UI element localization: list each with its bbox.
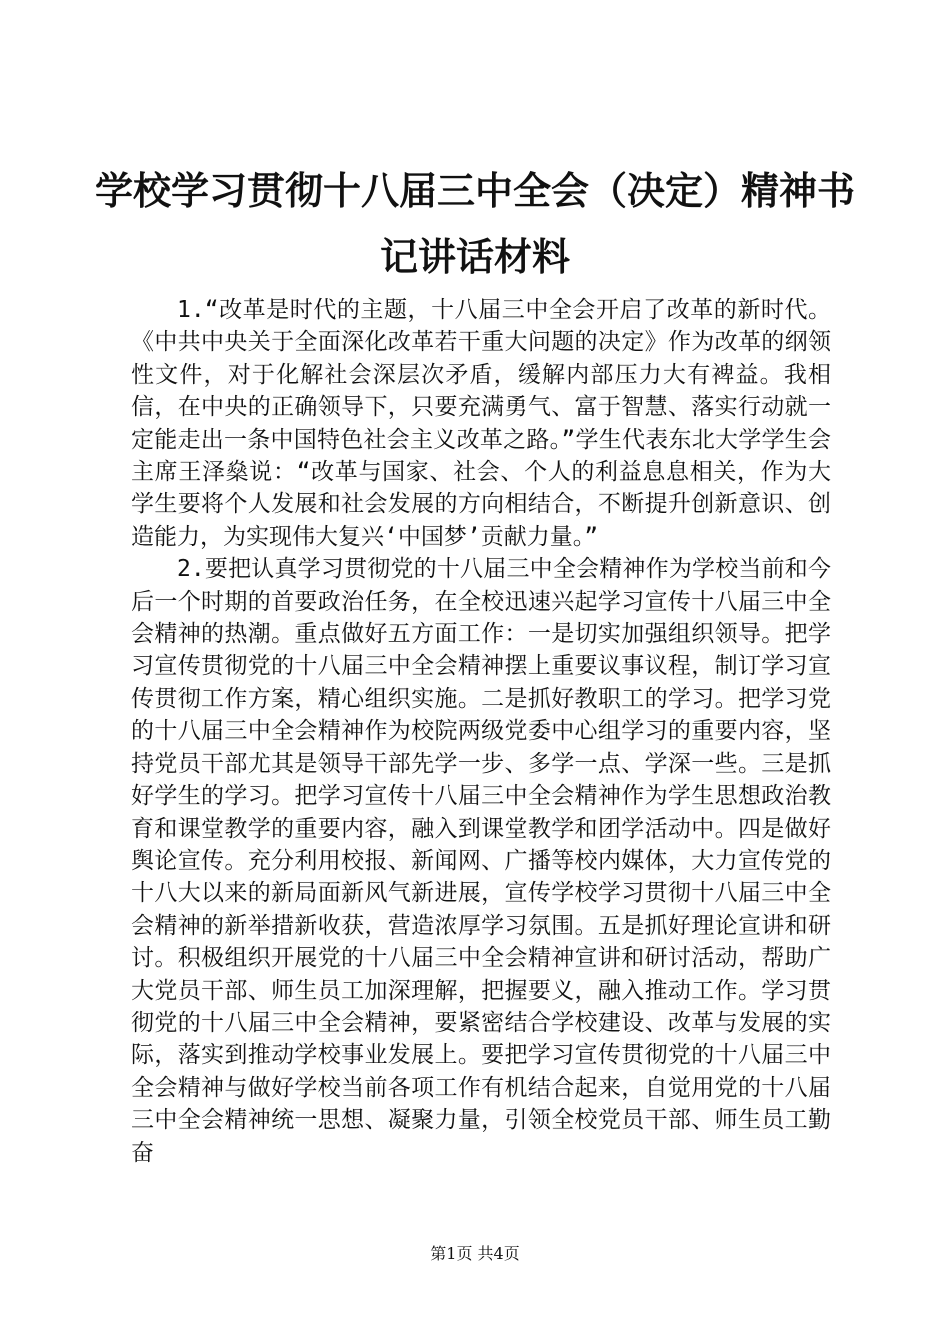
page-footer xyxy=(0,1243,950,1265)
page-number: 第1页 共4页 xyxy=(430,1244,520,1263)
document-body xyxy=(131,294,831,1169)
document-title xyxy=(0,158,950,290)
paragraph-2: 2.要把认真学习贯彻党的十八届三中全会精神作为学校当前和今后一个时期的首要政治任务，在全校迅速兴起学习宣传十八届三中全会精神的热潮。重点做好五方面工作：一是切实加强组织领导。把学习宣传贯彻党的十八届三中全会精神摆上重要议事议程，制订学习宣传贯彻工作方案，精心组织实施。二是抓好教职工的学习。把学习党的十八届三中全会精神作为校院两级党委中心组学习的重要内容，坚持党员干部尤其是领导干部先学一步、多学一点、学深一些。三是抓好学生的学习。把学习宣传十八届三中全会精神作为学生思想政治教育和课堂教学的重要内容，融入到课堂教学和团学活动中。四是做好舆论宣传。充分利用校报、新闻网、广播等校内媒体，大力宣传党的十八大以来的新局面新风气新进展，宣传学校学习贯彻十八届三中全会精神的新举措新收获，营造浓厚学习氛围。五是抓好理论宣讲和研讨。积极组织开展党的十八届三中全会精神宣讲和研讨活动，帮助广大党员干部、师生员工加深理解，把握要义，融入推动工作。学习贯彻党的十八届三中全会精神，要紧密结合学校建设、改革与发展的实际，落实到推动学校事业发展上。要把学习宣传贯彻党的十八届三中全会精神与做好学校当前各项工作有机结合起来，自觉用党的十八届三中全会精神统一思想、凝聚力量，引领全校党员干部、师生员工勤奋 xyxy=(131,556,831,1166)
document-title-line-1: 学校学习贯彻十八届三中全会（决定）精神书 xyxy=(94,168,855,213)
document-title-line-2: 记讲话材料 xyxy=(379,234,570,279)
paragraph-1: 1.“改革是时代的主题，十八届三中全会开启了改革的新时代。《中共中央关于全面深化改革若干重大问题的决定》作为改革的纲领性文件，对于化解社会深层次矛盾，缓解内部压力大有裨益。我相信，在中央的正确领导下，只要充满勇气、富于智慧、落实行动就一定能走出一条中国特色社会主义改革之路。”学生代表东北大学学生会主席王泽燊说：“改革与国家、社会、个人的利益息息相关，作为大学生要将个人发展和社会发展的方向相结合，不断提升创新意识、创造能力，为实现伟大复兴‘中国梦’贡献力量。” xyxy=(131,297,831,550)
